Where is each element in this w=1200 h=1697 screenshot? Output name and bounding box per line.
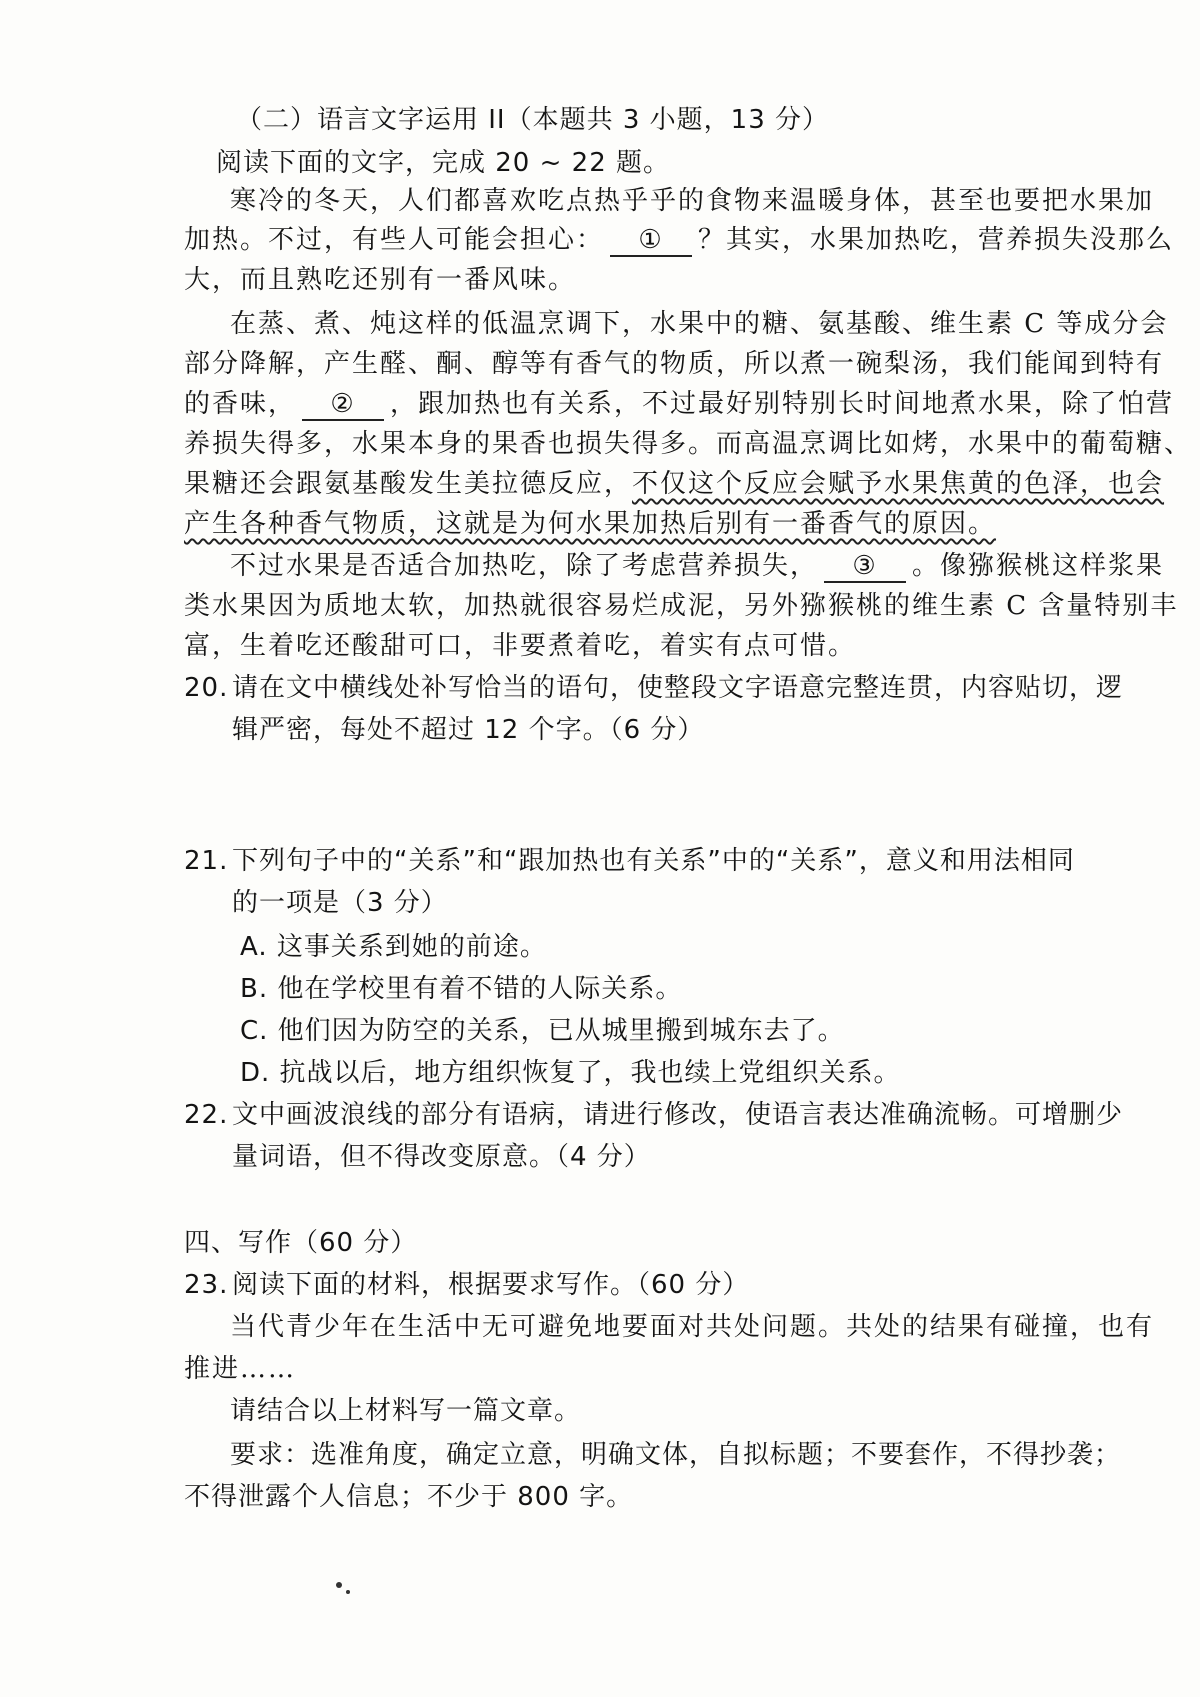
blank-1: ① [610,225,692,257]
q22-line1: 文中画波浪线的部分有语病，请进行修改，使语言表达准确流畅。可增删少 [232,1100,1124,1130]
q22-line2: 量词语，但不得改变原意。（4 分） [232,1142,651,1172]
requirements-line2: 不得泄露个人信息；不少于 800 字。 [184,1482,634,1512]
writing-header: 四、写作（60 分） [184,1228,418,1258]
passage-p2-line4: 养损失得多，水果本身的果香也损失得多。而高温烹调比如烤，水果中的葡萄糖、 [184,429,1193,459]
passage-p2-line3 [184,386,1174,422]
q21-option-d: D. 抗战以后，地方组织恢复了，我也续上党组织关系。 [240,1058,901,1088]
passage-p1-line2-a: 加热。不过，有些人可能会担心： [184,225,605,255]
q21-number: 21. [184,846,229,876]
q21-line1: 下列句子中的“关系”和“跟加热也有关系”中的“关系”，意义和用法相同 [232,846,1075,876]
q23-line1: 阅读下面的材料，根据要求写作。（60 分） [232,1270,750,1300]
writing-prompt: 请结合以上材料写一篇文章。 [230,1396,582,1426]
material-line2: 推进…… [184,1354,297,1384]
passage-p2-line2: 部分降解，产生醛、酮、醇等有香气的物质，所以煮一碗梨汤，我们能闻到特有 [184,349,1165,379]
section-header: （二）语言文字运用 II（本题共 3 小题，13 分） [236,105,830,135]
passage-p3-line1 [230,548,1164,584]
passage-p2-line6 [184,506,996,542]
q20-number: 20. [184,673,229,703]
passage-p1-line3: 大，而且熟吃还别有一番风味。 [184,265,577,295]
instruction: 阅读下面的文字，完成 20 ~ 22 题。 [216,148,671,178]
q23-number: 23. [184,1270,229,1300]
passage-p1-line2-b: ？其实，水果加热吃，营养损失没那么 [698,225,1175,255]
scan-speck-mark [336,1582,342,1588]
material-line1: 当代青少年在生活中无可避免地要面对共处问题。共处的结果有碰撞，也有 [230,1312,1155,1342]
scan-speck-mark [346,1590,350,1594]
wavy-underlined-sentence-part1: 不仅这个反应会赋予水果焦黄的色泽，也会 [632,469,1165,499]
q20-line2: 辑严密，每处不超过 12 个字。（6 分） [232,715,705,745]
passage-p3-line1-b: 。像猕猴桃这样浆果 [912,551,1165,581]
passage-p3-line2: 类水果因为质地太软，加热就很容易烂成泥，另外猕猴桃的维生素 C 含量特别丰 [184,591,1179,621]
wavy-underlined-sentence-part2: 产生各种香气物质，这就是为何水果加热后别有一番香气的原因。 [184,509,997,539]
q21-option-c: C. 他们因为防空的关系，已从城里搬到城东去了。 [240,1016,845,1046]
passage-p2-line5-a: 果糖还会跟氨基酸发生美拉德反应， [184,469,633,499]
q20-line1: 请在文中横线处补写恰当的语句，使整段文字语意完整连贯，内容贴切，逻 [232,673,1124,703]
q21-line2: 的一项是（3 分） [232,888,448,918]
blank-2: ② [302,389,384,421]
blank-3: ③ [824,551,906,583]
passage-p2-line3-a: 的香味， [184,389,297,419]
q21-option-a: A. 这事关系到她的前途。 [240,932,547,962]
passage-p3-line1-a: 不过水果是否适合加热吃，除了考虑营养损失， [230,551,819,581]
passage-p2-line1: 在蒸、煮、炖这样的低温烹调下，水果中的糖、氨基酸、维生素 C 等成分会 [230,309,1169,339]
passage-p3-line3: 富，生着吃还酸甜可口，非要煮着吃，着实有点可惜。 [184,631,857,661]
passage-p2-line5 [184,466,1164,502]
q22-number: 22. [184,1100,229,1130]
requirements-line1: 要求：选准角度，确定立意，明确文体，自拟标题；不要套作，不得抄袭； [230,1440,1122,1470]
passage-p2-line3-b: ，跟加热也有关系，不过最好别特别长时间地煮水果，除了怕营 [390,389,1175,419]
passage-p1-line1: 寒冷的冬天，人们都喜欢吃点热乎乎的食物来温暖身体，甚至也要把水果加 [230,186,1155,216]
q21-option-b: B. 他在学校里有着不错的人际关系。 [240,974,683,1004]
passage-p1-line2 [184,222,1174,258]
